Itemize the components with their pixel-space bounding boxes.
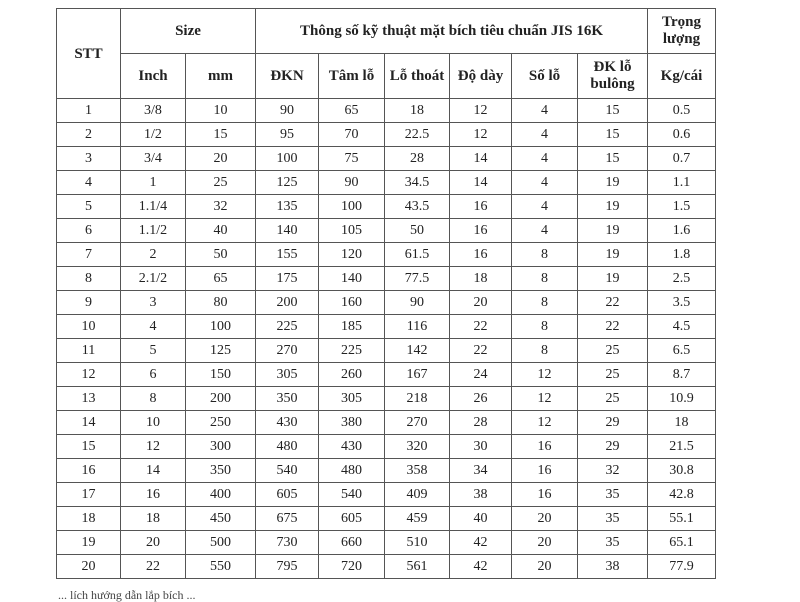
cell-stt: 15: [57, 435, 121, 459]
cell-stt: 10: [57, 315, 121, 339]
cell-so-lo: 16: [512, 483, 578, 507]
cell-stt: 16: [57, 459, 121, 483]
cell-do-day: 42: [450, 555, 512, 579]
table-row: [57, 555, 716, 579]
cell-kg-cai: 77.9: [648, 555, 716, 579]
cell-kg-cai: 2.5: [648, 267, 716, 291]
cell-do-day: 16: [450, 195, 512, 219]
cell-dkn: 225: [256, 315, 319, 339]
cell-inch: 8: [121, 387, 186, 411]
cell-inch: 1.1/4: [121, 195, 186, 219]
cell-mm: 450: [186, 507, 256, 531]
cell-dkn: 675: [256, 507, 319, 531]
cell-lo-thoat: 320: [385, 435, 450, 459]
cell-mm: 250: [186, 411, 256, 435]
cell-inch: 5: [121, 339, 186, 363]
cell-so-lo: 4: [512, 147, 578, 171]
cell-lo-thoat: 116: [385, 315, 450, 339]
cell-kg-cai: 55.1: [648, 507, 716, 531]
cell-kg-cai: 3.5: [648, 291, 716, 315]
cell-inch: 3: [121, 291, 186, 315]
cell-kg-cai: 0.6: [648, 123, 716, 147]
cell-lo-thoat: 77.5: [385, 267, 450, 291]
cell-so-lo: 4: [512, 219, 578, 243]
cell-dkn: 350: [256, 387, 319, 411]
cell-mm: 550: [186, 555, 256, 579]
cell-do-day: 34: [450, 459, 512, 483]
cell-tam-lo: 65: [319, 99, 385, 123]
header-kg-cai: Kg/cái: [648, 54, 716, 99]
cell-lo-thoat: 22.5: [385, 123, 450, 147]
cell-mm: 20: [186, 147, 256, 171]
cell-inch: 1/2: [121, 123, 186, 147]
cell-dkn: 140: [256, 219, 319, 243]
cell-kg-cai: 21.5: [648, 435, 716, 459]
cell-kg-cai: 0.5: [648, 99, 716, 123]
cell-do-day: 22: [450, 339, 512, 363]
cell-dkn: 200: [256, 291, 319, 315]
cell-so-lo: 8: [512, 243, 578, 267]
cell-dk-lo-bulong: 15: [578, 147, 648, 171]
cell-do-day: 42: [450, 531, 512, 555]
cell-inch: 18: [121, 507, 186, 531]
header-tam-lo: Tâm lỗ: [319, 54, 385, 99]
cell-inch: 2: [121, 243, 186, 267]
cell-so-lo: 12: [512, 387, 578, 411]
cell-kg-cai: 42.8: [648, 483, 716, 507]
table-row: [57, 411, 716, 435]
cell-do-day: 38: [450, 483, 512, 507]
cell-so-lo: 4: [512, 195, 578, 219]
cell-stt: 13: [57, 387, 121, 411]
cell-tam-lo: 305: [319, 387, 385, 411]
header-lo-thoat: Lỗ thoát: [385, 54, 450, 99]
cell-mm: 10: [186, 99, 256, 123]
header-so-lo: Số lỗ: [512, 54, 578, 99]
cell-lo-thoat: 561: [385, 555, 450, 579]
cell-kg-cai: 0.7: [648, 147, 716, 171]
cell-dkn: 605: [256, 483, 319, 507]
cell-inch: 6: [121, 363, 186, 387]
cell-stt: 2: [57, 123, 121, 147]
cell-stt: 7: [57, 243, 121, 267]
cell-do-day: 26: [450, 387, 512, 411]
cell-inch: 16: [121, 483, 186, 507]
cell-dk-lo-bulong: 35: [578, 531, 648, 555]
cell-so-lo: 8: [512, 315, 578, 339]
cell-tam-lo: 480: [319, 459, 385, 483]
header-size: Size: [121, 9, 256, 54]
cell-tam-lo: 140: [319, 267, 385, 291]
cell-dkn: 135: [256, 195, 319, 219]
cell-lo-thoat: 61.5: [385, 243, 450, 267]
table-row: [57, 363, 716, 387]
cell-tam-lo: 605: [319, 507, 385, 531]
cell-inch: 1: [121, 171, 186, 195]
cell-dk-lo-bulong: 19: [578, 171, 648, 195]
cell-dk-lo-bulong: 25: [578, 387, 648, 411]
cell-stt: 14: [57, 411, 121, 435]
cell-so-lo: 12: [512, 411, 578, 435]
cell-so-lo: 8: [512, 339, 578, 363]
cell-do-day: 16: [450, 243, 512, 267]
header-spec-title: Thông số kỹ thuật mặt bích tiêu chuẩn JIS 16K: [256, 9, 648, 54]
cell-tam-lo: 70: [319, 123, 385, 147]
cell-do-day: 28: [450, 411, 512, 435]
cell-so-lo: 12: [512, 363, 578, 387]
cell-dkn: 100: [256, 147, 319, 171]
cell-lo-thoat: 409: [385, 483, 450, 507]
table-row: [57, 123, 716, 147]
cell-dkn: 730: [256, 531, 319, 555]
cell-tam-lo: 160: [319, 291, 385, 315]
cell-dkn: 155: [256, 243, 319, 267]
cell-so-lo: 8: [512, 267, 578, 291]
cell-do-day: 40: [450, 507, 512, 531]
cell-do-day: 22: [450, 315, 512, 339]
header-stt: STT: [57, 9, 121, 99]
cell-inch: 14: [121, 459, 186, 483]
cell-stt: 20: [57, 555, 121, 579]
cell-tam-lo: 120: [319, 243, 385, 267]
cell-so-lo: 4: [512, 99, 578, 123]
table-row: [57, 291, 716, 315]
cell-do-day: 12: [450, 99, 512, 123]
cell-lo-thoat: 510: [385, 531, 450, 555]
table-row: [57, 99, 716, 123]
cell-dkn: 125: [256, 171, 319, 195]
table-row: [57, 219, 716, 243]
cell-dkn: 480: [256, 435, 319, 459]
cell-stt: 8: [57, 267, 121, 291]
cell-kg-cai: 10.9: [648, 387, 716, 411]
cell-dkn: 430: [256, 411, 319, 435]
cell-kg-cai: 30.8: [648, 459, 716, 483]
cell-tam-lo: 260: [319, 363, 385, 387]
cell-so-lo: 4: [512, 171, 578, 195]
table-row: [57, 531, 716, 555]
cell-do-day: 12: [450, 123, 512, 147]
cell-kg-cai: 1.1: [648, 171, 716, 195]
header-inch: Inch: [121, 54, 186, 99]
cell-lo-thoat: 270: [385, 411, 450, 435]
cell-stt: 12: [57, 363, 121, 387]
cell-mm: 15: [186, 123, 256, 147]
cell-mm: 50: [186, 243, 256, 267]
header-dk-lo-bulong: ĐK lỗ bulông: [578, 54, 648, 99]
cell-dk-lo-bulong: 15: [578, 123, 648, 147]
cell-dk-lo-bulong: 22: [578, 315, 648, 339]
cell-dk-lo-bulong: 19: [578, 195, 648, 219]
cell-tam-lo: 380: [319, 411, 385, 435]
table-row: [57, 339, 716, 363]
cell-tam-lo: 430: [319, 435, 385, 459]
cell-stt: 19: [57, 531, 121, 555]
cell-dkn: 175: [256, 267, 319, 291]
cell-mm: 65: [186, 267, 256, 291]
cell-inch: 20: [121, 531, 186, 555]
cell-stt: 11: [57, 339, 121, 363]
cell-mm: 500: [186, 531, 256, 555]
cell-mm: 400: [186, 483, 256, 507]
cell-tam-lo: 660: [319, 531, 385, 555]
cell-lo-thoat: 142: [385, 339, 450, 363]
cell-inch: 3/4: [121, 147, 186, 171]
table-row: [57, 147, 716, 171]
cell-so-lo: 20: [512, 531, 578, 555]
cell-dk-lo-bulong: 19: [578, 267, 648, 291]
cell-kg-cai: 65.1: [648, 531, 716, 555]
cell-do-day: 18: [450, 267, 512, 291]
cell-dkn: 795: [256, 555, 319, 579]
cell-dkn: 305: [256, 363, 319, 387]
cell-do-day: 16: [450, 219, 512, 243]
table-row: [57, 483, 716, 507]
footnote-text: ... lích hướng dẫn lắp bích ...: [58, 588, 196, 602]
cell-kg-cai: 6.5: [648, 339, 716, 363]
cell-inch: 3/8: [121, 99, 186, 123]
table-row: [57, 459, 716, 483]
cell-lo-thoat: 50: [385, 219, 450, 243]
cell-lo-thoat: 358: [385, 459, 450, 483]
cell-lo-thoat: 459: [385, 507, 450, 531]
cell-stt: 9: [57, 291, 121, 315]
cell-dk-lo-bulong: 15: [578, 99, 648, 123]
header-do-day: Độ dày: [450, 54, 512, 99]
cell-mm: 25: [186, 171, 256, 195]
cell-kg-cai: 1.8: [648, 243, 716, 267]
cell-tam-lo: 75: [319, 147, 385, 171]
cell-so-lo: 20: [512, 555, 578, 579]
cell-kg-cai: 1.6: [648, 219, 716, 243]
cell-dkn: 540: [256, 459, 319, 483]
cell-so-lo: 20: [512, 507, 578, 531]
cell-dkn: 270: [256, 339, 319, 363]
table-body: [57, 99, 716, 579]
cell-tam-lo: 225: [319, 339, 385, 363]
cell-tam-lo: 105: [319, 219, 385, 243]
cell-stt: 3: [57, 147, 121, 171]
table-row: [57, 315, 716, 339]
cell-do-day: 24: [450, 363, 512, 387]
cell-do-day: 30: [450, 435, 512, 459]
cell-dk-lo-bulong: 32: [578, 459, 648, 483]
cell-mm: 300: [186, 435, 256, 459]
header-weight: Trọng lượng: [648, 9, 716, 54]
cell-dk-lo-bulong: 29: [578, 411, 648, 435]
cell-stt: 1: [57, 99, 121, 123]
cell-lo-thoat: 43.5: [385, 195, 450, 219]
flange-spec-table: [56, 8, 716, 579]
cell-kg-cai: 1.5: [648, 195, 716, 219]
header-mm: mm: [186, 54, 256, 99]
cell-inch: 10: [121, 411, 186, 435]
cell-tam-lo: 540: [319, 483, 385, 507]
cell-kg-cai: 8.7: [648, 363, 716, 387]
cell-mm: 32: [186, 195, 256, 219]
cell-tam-lo: 90: [319, 171, 385, 195]
table-row: [57, 267, 716, 291]
cell-dk-lo-bulong: 38: [578, 555, 648, 579]
cell-inch: 4: [121, 315, 186, 339]
table-row: [57, 387, 716, 411]
cell-stt: 4: [57, 171, 121, 195]
cell-lo-thoat: 218: [385, 387, 450, 411]
cell-inch: 12: [121, 435, 186, 459]
table-row: [57, 195, 716, 219]
table-row: [57, 171, 716, 195]
cell-mm: 80: [186, 291, 256, 315]
cell-so-lo: 16: [512, 459, 578, 483]
cell-dk-lo-bulong: 22: [578, 291, 648, 315]
table-row: [57, 435, 716, 459]
cell-mm: 125: [186, 339, 256, 363]
cell-dkn: 95: [256, 123, 319, 147]
cell-do-day: 14: [450, 171, 512, 195]
table-row: [57, 507, 716, 531]
cell-tam-lo: 185: [319, 315, 385, 339]
cell-so-lo: 8: [512, 291, 578, 315]
cell-do-day: 14: [450, 147, 512, 171]
cell-kg-cai: 4.5: [648, 315, 716, 339]
cell-dk-lo-bulong: 35: [578, 507, 648, 531]
cell-lo-thoat: 167: [385, 363, 450, 387]
cell-lo-thoat: 28: [385, 147, 450, 171]
cell-lo-thoat: 90: [385, 291, 450, 315]
cell-do-day: 20: [450, 291, 512, 315]
cell-mm: 100: [186, 315, 256, 339]
cell-tam-lo: 720: [319, 555, 385, 579]
cell-dkn: 90: [256, 99, 319, 123]
cell-stt: 18: [57, 507, 121, 531]
cell-inch: 1.1/2: [121, 219, 186, 243]
cell-inch: 22: [121, 555, 186, 579]
cell-dk-lo-bulong: 19: [578, 219, 648, 243]
cell-mm: 350: [186, 459, 256, 483]
cell-dk-lo-bulong: 25: [578, 363, 648, 387]
cell-stt: 5: [57, 195, 121, 219]
cell-dk-lo-bulong: 19: [578, 243, 648, 267]
cell-mm: 40: [186, 219, 256, 243]
table-row: [57, 243, 716, 267]
cell-tam-lo: 100: [319, 195, 385, 219]
cell-stt: 6: [57, 219, 121, 243]
cell-mm: 150: [186, 363, 256, 387]
cell-dk-lo-bulong: 25: [578, 339, 648, 363]
cell-inch: 2.1/2: [121, 267, 186, 291]
cell-kg-cai: 18: [648, 411, 716, 435]
header-dkn: ĐKN: [256, 54, 319, 99]
cell-stt: 17: [57, 483, 121, 507]
cell-dk-lo-bulong: 29: [578, 435, 648, 459]
cell-so-lo: 4: [512, 123, 578, 147]
cell-dk-lo-bulong: 35: [578, 483, 648, 507]
cell-so-lo: 16: [512, 435, 578, 459]
cell-lo-thoat: 34.5: [385, 171, 450, 195]
cell-mm: 200: [186, 387, 256, 411]
cell-lo-thoat: 18: [385, 99, 450, 123]
